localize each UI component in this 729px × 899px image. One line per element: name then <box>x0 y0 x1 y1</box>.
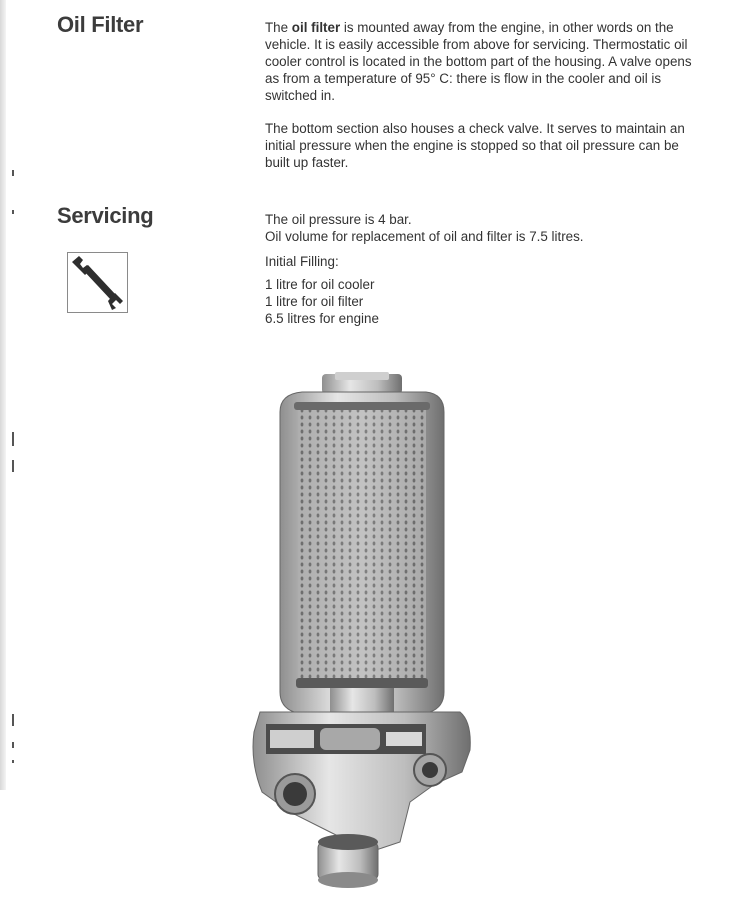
list-item: 1 litre for oil cooler <box>265 277 375 292</box>
list-item: 6.5 litres for engine <box>265 311 379 326</box>
edge-mark <box>12 432 14 446</box>
list-item: 1 litre for oil filter <box>265 294 364 309</box>
check-valve-paragraph <box>265 120 705 171</box>
intro-text-cont: is mounted away from the engine, in other words on the vehicle. It is easily accessible from above for servicing. Thermostatic oil cooler control is located in the bottom part of the housing. A valve opens as from a temperature of 95° C: there is flow in the cooler and oil is switched in. <box>265 20 692 103</box>
servicing-heading: Servicing <box>57 203 154 228</box>
edge-mark <box>12 170 14 176</box>
servicing-details <box>265 211 705 327</box>
wrench-icon-box <box>67 252 128 313</box>
oil-filter-heading: Oil Filter <box>57 12 144 37</box>
edge-mark <box>12 210 14 214</box>
intro-text: The <box>265 20 292 35</box>
wrench-icon <box>68 253 127 312</box>
oil-volume-text: Oil volume for replacement of oil and filter is 7.5 litres. <box>265 229 584 244</box>
initial-filling-label: Initial Filling: <box>265 254 339 269</box>
initial-filling-list <box>265 276 705 327</box>
edge-mark <box>12 760 14 763</box>
edge-mark <box>12 714 14 726</box>
oil-filter-cutaway-illustration <box>250 372 480 894</box>
oil-filter-term: oil filter <box>291 20 341 35</box>
edge-mark <box>12 460 14 472</box>
edge-mark <box>12 742 14 748</box>
check-valve-text: The bottom section also houses a check valve. It serves to maintain an initial pressure when the engine is stopped so that oil pressure can be built up faster. <box>265 121 685 170</box>
oil-filter-description <box>265 19 705 104</box>
page-edge-shadow <box>0 0 6 790</box>
oil-pressure-text: The oil pressure is 4 bar. <box>265 212 412 227</box>
